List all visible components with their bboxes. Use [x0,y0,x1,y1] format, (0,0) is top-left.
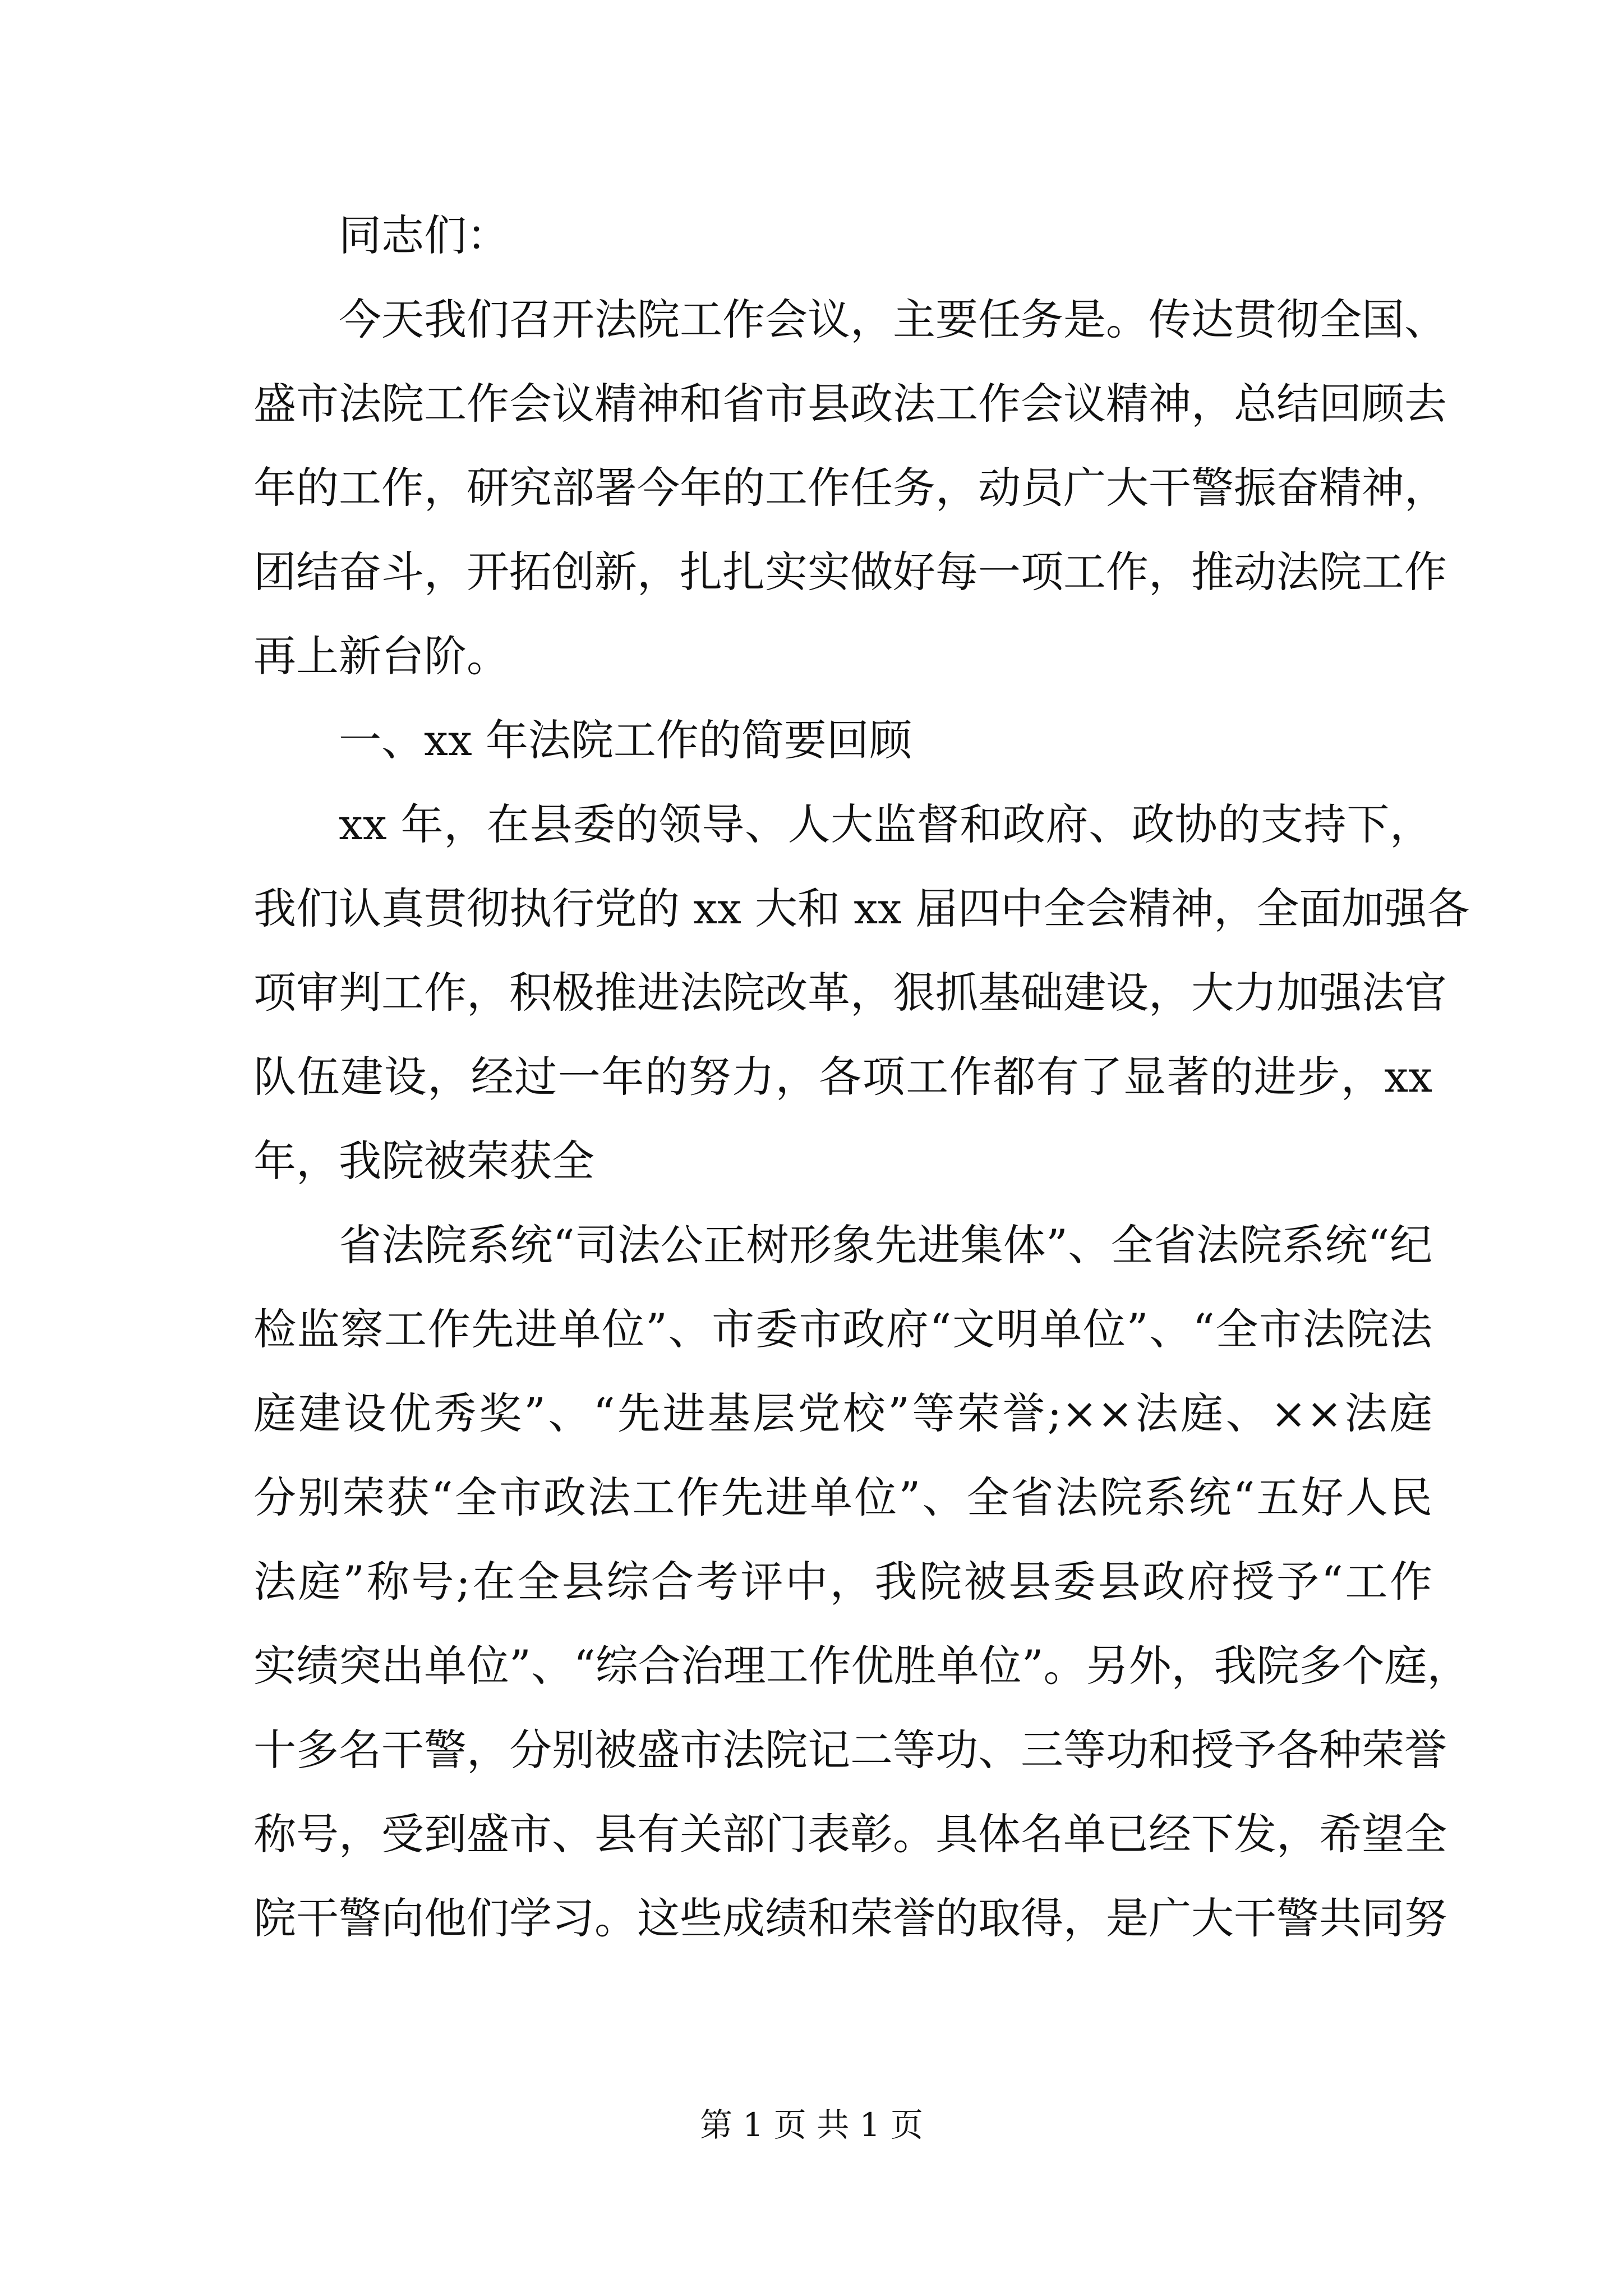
section-heading: 一、xx 年法院工作的简要回顾 [339,715,912,765]
paragraph-1-line-4: 团结奋斗，开拓创新，扎扎实实做好每一项工作，推动法院工作 [253,547,1447,597]
paragraph-3-line-3: 庭建设优秀奖”、“先进基层党校”等荣誉;××法庭、××法庭 [253,1388,1432,1438]
paragraph-2-line-1: xx 年，在县委的领导、人大监督和政府、政协的支持下， [339,799,1432,849]
paragraph-2-line-4: 队伍建设，经过一年的努力，各项工作都有了显著的进步，xx [253,1052,1432,1102]
paragraph-1-line-1: 今天我们召开法院工作会议，主要任务是。传达贯彻全国、 [339,295,1447,344]
paragraph-3-line-6: 实绩突出单位”、“综合治理工作优胜单位”。另外，我院多个庭， [253,1641,1470,1691]
paragraph-1-line-2: 盛市法院工作会议精神和省市县政法工作会议精神，总结回顾去 [253,379,1447,429]
paragraph-3-line-1: 省法院系统“司法公正树形象先进集体”、全省法院系统“纪 [339,1220,1432,1270]
paragraph-3-line-4: 分别荣获“全市政法工作先进单位”、全省法院系统“五好人民 [253,1473,1432,1522]
paragraph-3-line-5: 法庭”称号;在全县综合考评中，我院被县委县政府授予“工作 [253,1557,1432,1607]
paragraph-3-line-2: 检监察工作先进单位”、市委市政府“文明单位”、“全市法院法 [253,1304,1432,1354]
paragraph-1-line-5: 再上新台阶。 [253,631,509,681]
salutation-line: 同志们： [339,210,509,260]
paragraph-3-line-9: 院干警向他们学习。这些成绩和荣誉的取得，是广大干警共同努 [253,1893,1447,1943]
paragraph-3-line-7: 十多名干警，分别被盛市法院记二等功、三等功和授予各种荣誉 [253,1725,1447,1775]
paragraph-2-line-5: 年，我院被荣获全 [253,1136,594,1186]
paragraph-3-line-8: 称号，受到盛市、县有关部门表彰。具体名单已经下发，希望全 [253,1809,1447,1859]
paragraph-1-line-3: 年的工作，研究部署今年的工作任务，动员广大干警振奋精神， [253,463,1447,513]
paragraph-2-line-3: 项审判工作，积极推进法院改革，狠抓基础建设，大力加强法官 [253,968,1447,1018]
page-number-footer: 第 1 页 共 1 页 [700,2106,923,2144]
paragraph-2-line-2: 我们认真贯彻执行党的 xx 大和 xx 届四中全会精神，全面加强各 [253,884,1470,933]
